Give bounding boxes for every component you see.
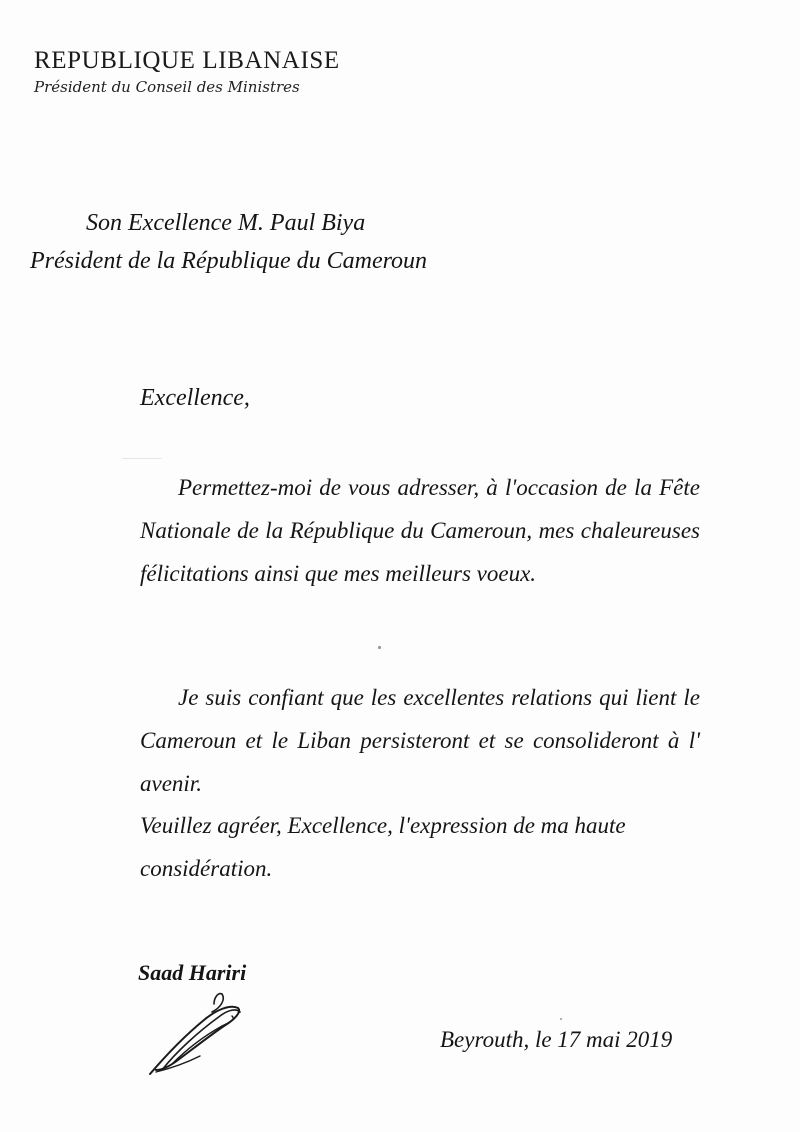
scan-speck	[560, 1018, 562, 1020]
recipient-title: Président de la République du Cameroun	[30, 248, 428, 274]
scan-speck	[122, 458, 162, 459]
letterhead-title: REPUBLIQUE LIBANAISE	[34, 47, 340, 74]
signer-name: Saad Hariri	[138, 960, 247, 985]
paragraph-relations: Je suis confiant que les excellentes relations qui lient le Cameroun et le Liban persisteront et se consolideront à l' avenir.	[140, 685, 700, 796]
recipient-block	[30, 204, 427, 280]
salutation: Excellence,	[140, 385, 250, 411]
recipient-name: Son Excellence M. Paul Biya	[86, 210, 366, 236]
letterhead	[34, 46, 340, 98]
paragraph-closing: Veuillez agréer, Excellence, l'expression de ma haute considération.	[140, 813, 626, 881]
paragraph-congratulations: Permettez-moi de vous adresser, à l'occasion de la Fête Nationale de la République du Cameroun, mes chaleureuses félicitations ainsi que mes meilleurs voeux.	[140, 475, 700, 586]
place-and-date: Beyrouth, le 17 mai 2019	[440, 1027, 673, 1052]
scan-speck	[378, 646, 381, 649]
letterhead-subtitle: Président du Conseil des Ministres	[34, 78, 300, 96]
handwritten-signature-icon	[142, 990, 252, 1080]
